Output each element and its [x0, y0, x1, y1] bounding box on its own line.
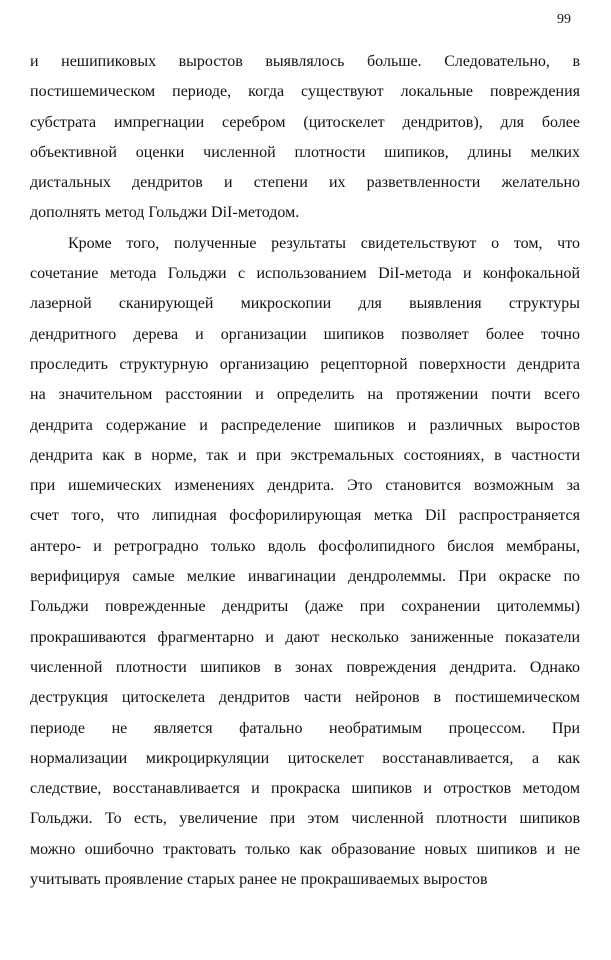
text-line: Кроме того, полученные результаты свидетельствуют о том, что: [68, 234, 580, 252]
text-line: субстрата импрегнации серебром (цитоскелет дендритов), для более: [30, 113, 580, 131]
text-line: следствие, восстанавливается и прокраска шипиков и отростков методом: [30, 780, 580, 798]
text-line: дистальных дендритов и степени их разветвленности желательно: [30, 174, 580, 192]
text-line: верифицируя самые мелкие инвагинации дендролеммы. При окраске по: [30, 568, 580, 586]
text-line: дендритного дерева и организации шипиков позволяет более точно: [30, 325, 580, 343]
text-line: прокрашиваются фрагментарно и дают несколько заниженные показатели: [30, 628, 580, 646]
text-line: деструкция цитоскелета дендритов части нейронов в постишемическом: [30, 689, 580, 707]
text-line: постишемическом периоде, когда существуют локальные повреждения: [30, 83, 580, 101]
text-line: дендрита как в норме, так и при экстремальных состояниях, в частности: [30, 446, 580, 464]
text-line: дополнять метод Гольджи DiI-методом.: [30, 204, 300, 222]
text-line: периоде не является фатально необратимым процессом. При: [30, 719, 580, 737]
text-line: проследить структурную организацию рецепторной поверхности дендрита: [30, 355, 580, 373]
body-text: [30, 47, 580, 895]
text-line: нормализации микроциркуляции цитоскелет восстанавливается, а как: [30, 749, 580, 767]
text-line: сочетание метода Гольджи с использованием DiI-метода и конфокальной: [30, 265, 580, 283]
text-line: счет того, что липидная фосфорилирующая метка DiI распространяется: [30, 507, 580, 525]
text-line: объективной оценки численной плотности шипиков, длины мелких: [30, 143, 580, 161]
text-line: дендрита содержание и распределение шипиков и различных выростов: [30, 416, 580, 434]
text-line: при ишемических изменениях дендрита. Это становится возможным за: [30, 477, 580, 495]
text-line: Гольджи поврежденные дендриты (даже при сохранении цитолеммы): [30, 598, 580, 616]
paragraph-2: [30, 229, 580, 896]
text-line: лазерной сканирующей микроскопии для выявления структуры: [30, 295, 580, 313]
text-line: и нешипиковых выростов выявлялось больше. Следовательно, в: [30, 53, 580, 70]
text-line: учитывать проявление старых ранее не прокрашиваемых выростов: [30, 871, 488, 889]
text-line: можно ошибочно трактовать только как образование новых шипиков и не: [30, 840, 580, 858]
page-number: 99: [557, 12, 571, 27]
text-line: Гольджи. То есть, увеличение при этом численной плотности шипиков: [30, 810, 580, 828]
text-line: антеро- и ретроградно только вдоль фосфолипидного бислоя мембраны,: [30, 537, 580, 555]
text-line: численной плотности шипиков в зонах повреждения дендрита. Однако: [30, 658, 580, 676]
paragraph-1: [30, 47, 580, 229]
text-line: на значительном расстоянии и определить на протяжении почти всего: [30, 386, 580, 404]
